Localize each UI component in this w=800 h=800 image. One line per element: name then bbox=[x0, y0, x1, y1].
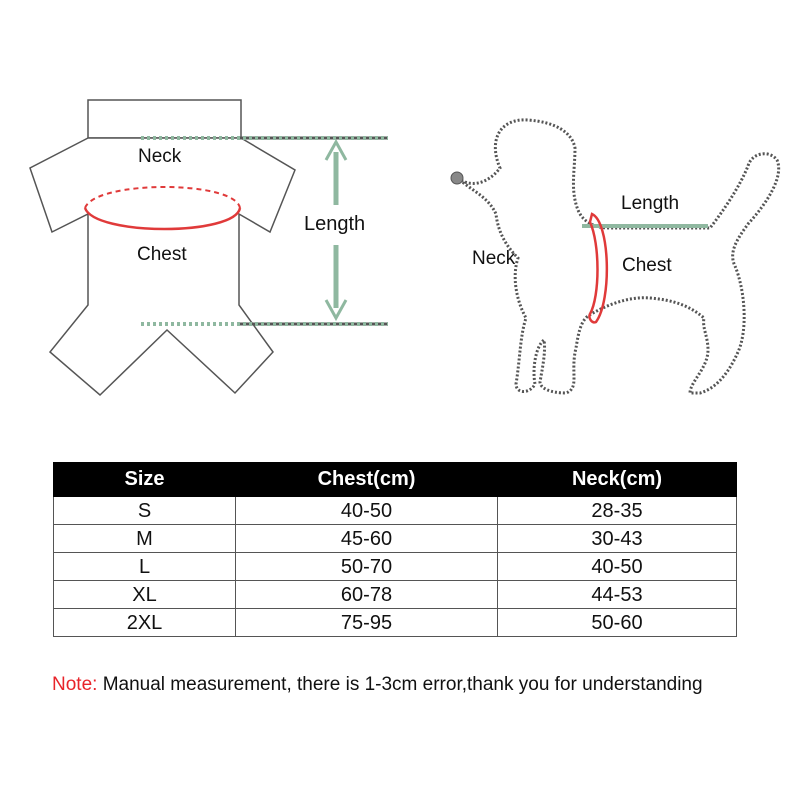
dog-length-label: Length bbox=[621, 193, 680, 214]
cell-neck: 50-60 bbox=[498, 609, 737, 637]
table-row bbox=[54, 609, 737, 637]
garment-length-label: Length bbox=[304, 213, 366, 235]
dog-chest-ring bbox=[589, 214, 606, 322]
note-text: Manual measurement, there is 1-3cm error,thank you for understanding bbox=[97, 674, 703, 695]
table-row bbox=[54, 581, 737, 609]
cell-chest: 75-95 bbox=[236, 609, 498, 637]
cell-neck: 40-50 bbox=[498, 553, 737, 581]
table-row bbox=[54, 553, 737, 581]
cell-chest: 50-70 bbox=[236, 553, 498, 581]
garment-body-outline bbox=[30, 138, 295, 395]
dog-chest-label: Chest bbox=[622, 255, 672, 276]
header-size: Size bbox=[54, 463, 236, 497]
header-chest: Chest(cm) bbox=[236, 463, 498, 497]
cell-neck: 28-35 bbox=[498, 497, 737, 525]
cell-size: S bbox=[54, 497, 236, 525]
cell-size: L bbox=[54, 553, 236, 581]
cell-size: XL bbox=[54, 581, 236, 609]
header-neck: Neck(cm) bbox=[498, 463, 737, 497]
measurement-note bbox=[52, 674, 772, 696]
table-header-row bbox=[54, 463, 737, 497]
cell-size: M bbox=[54, 525, 236, 553]
garment-neck-label: Neck bbox=[138, 146, 182, 167]
size-chart-table bbox=[53, 462, 737, 637]
cell-chest: 40-50 bbox=[236, 497, 498, 525]
dog-illustration bbox=[451, 120, 779, 393]
table-row bbox=[54, 525, 737, 553]
garment-illustration bbox=[30, 100, 388, 395]
table-row bbox=[54, 497, 737, 525]
garment-collar bbox=[88, 100, 241, 138]
dog-neck-label: Neck bbox=[472, 248, 516, 269]
cell-chest: 60-78 bbox=[236, 581, 498, 609]
cell-neck: 30-43 bbox=[498, 525, 737, 553]
cell-size: 2XL bbox=[54, 609, 236, 637]
dog-nose bbox=[451, 172, 463, 184]
garment-chest-label: Chest bbox=[137, 244, 187, 265]
cell-neck: 44-53 bbox=[498, 581, 737, 609]
note-label: Note: bbox=[52, 674, 98, 695]
cell-chest: 45-60 bbox=[236, 525, 498, 553]
